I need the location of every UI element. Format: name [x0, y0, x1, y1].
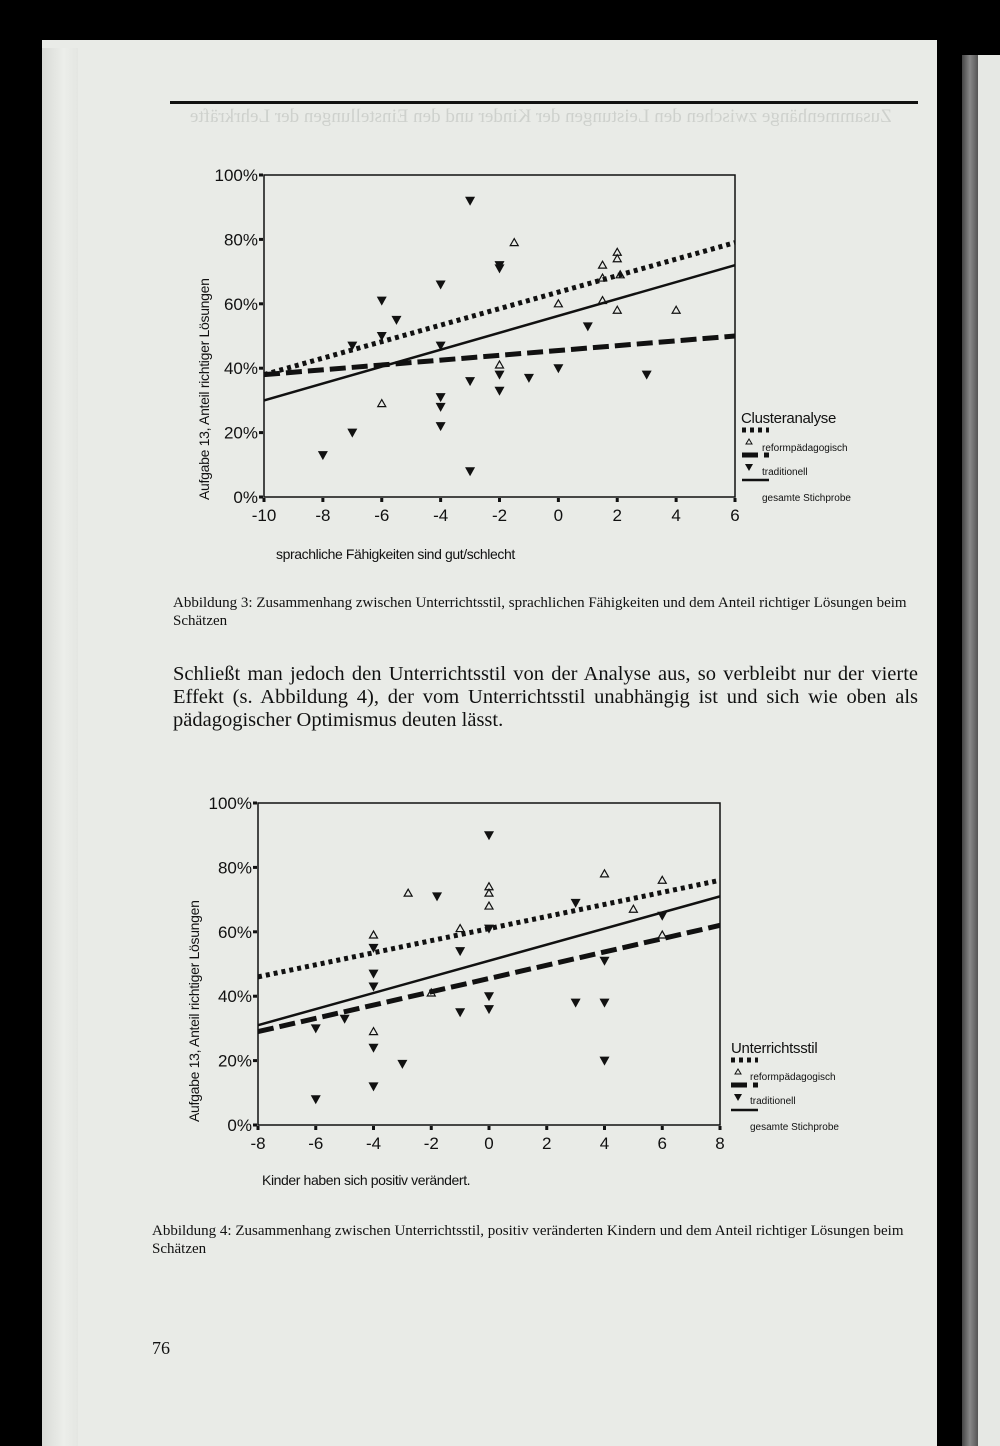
chart2-legend: [731, 1040, 817, 1057]
chart1-y-tick-label: 0%: [233, 488, 258, 507]
chart1-ylabel: Aufgabe 13, Anteil richtiger Lösungen: [196, 278, 212, 500]
chart2-legend-traditionell: traditionell: [750, 1096, 796, 1107]
chart2-plot-frame: [258, 803, 720, 1125]
chart2-point-traditionell: [571, 999, 581, 1008]
chart2-point-traditionell: [369, 970, 379, 979]
chart2-legend-marker-reformpdagogisch: [735, 1069, 741, 1074]
chart2-x-tick-label: -4: [365, 1134, 382, 1153]
chart1-y-tick-label: 80%: [223, 230, 258, 250]
chart2-y-tick-label: 20%: [217, 1051, 252, 1071]
chart2-y-tick-label: 40%: [217, 987, 252, 1007]
chart2-point-traditionell: [484, 1005, 494, 1014]
chart2-point-traditionell: [600, 1057, 610, 1066]
chart2-point-traditionell: [432, 892, 442, 901]
chart1-x-tick-label: -4: [433, 506, 449, 525]
chart2-legend-marker-traditionell: [734, 1094, 742, 1101]
chart1-y-tick-label: 100%: [214, 166, 258, 185]
chart1-xlabel: sprachliche Fähigkeiten sind gut/schlecht: [276, 546, 515, 562]
chart2-point-traditionell: [369, 1044, 379, 1053]
chart2-point-reformpdagogisch: [456, 925, 464, 932]
chart2-xlabel: Kinder haben sich positiv verändert.: [262, 1172, 471, 1188]
chart2-point-traditionell: [571, 899, 581, 908]
chart2-x-tick-label: 4: [599, 1134, 610, 1153]
chart1-y-tick-label: 40%: [223, 359, 258, 379]
chart2-x-tick: [545, 1126, 548, 1130]
running-title-bleedthrough: Zusammenhänge zwischen den Leistungen der Kinder und den Einstellungen der Lehrkräfte: [190, 106, 892, 127]
body-paragraph: Schließt man jedoch den Unterrichtsstil von der Analyse aus, so verbleibt nur der vierte Effekt (s. Abbildung 4), der vom Unterrichtsstil unabhängig ist und sich wie oben als pädagogischer Optimismus deuten lässt.: [173, 663, 918, 731]
figure-3-caption: Abbildung 3: Zusammenhang zwischen Unterrichtsstil, sprachlichen Fähigkeiten und dem Anteil richtiger Lösungen beim Schätzen: [173, 595, 907, 629]
chart2-x-tick-label: 8: [715, 1134, 725, 1153]
chart2-point-reformpdagogisch: [404, 889, 412, 896]
page-number: 76: [152, 1338, 170, 1358]
chart2-y-tick-label: 0%: [227, 1116, 252, 1135]
chart1-x-tick-label: 0: [553, 506, 564, 525]
chart2-ylabel: Aufgabe 13, Anteil richtiger Lösungen: [186, 900, 202, 1122]
chart2-y-tick: [253, 995, 257, 998]
chart2-point-reformpdagogisch: [629, 905, 637, 912]
chart2-x-tick: [257, 1126, 260, 1130]
chart2-x-tick-label: 0: [484, 1134, 494, 1153]
chart2-x-tick: [372, 1126, 375, 1130]
chart2-legend-title: Unterrichtsstil: [731, 1040, 818, 1057]
chart2-x-tick-label: -8: [250, 1134, 266, 1153]
chart2-point-traditionell: [369, 983, 379, 992]
chart1-legend-title: Clusteranalyse: [741, 410, 837, 427]
chart1-x-tick-label: 2: [612, 506, 622, 525]
chart2-x-tick-label: -6: [308, 1134, 324, 1153]
chart1-y-tick-label: 60%: [223, 294, 258, 314]
chart2-point-traditionell: [397, 1060, 407, 1069]
chart2-y-tick: [253, 802, 257, 805]
chart2-x-tick-label: 6: [657, 1134, 667, 1153]
chart1-x-tick-label: 6: [730, 506, 740, 525]
chart2-point-traditionell: [311, 1024, 321, 1033]
chart1-legend-traditionell: traditionell: [762, 467, 808, 478]
chart1-x-tick-label: -10: [251, 506, 277, 525]
chart2-point-traditionell: [484, 992, 494, 1001]
chart1-x-tick-label: -6: [374, 506, 390, 525]
chart2-y-tick: [253, 1124, 257, 1127]
chart2-point-traditionell: [600, 999, 610, 1008]
chart1-legend-gesamt: gesamte Stichprobe: [762, 493, 851, 504]
chart2-x-tick-label: 2: [542, 1134, 552, 1153]
chart2-point-traditionell: [340, 1015, 350, 1024]
chart2-y-tick-label: 80%: [217, 858, 252, 878]
chart2-y-tick-label: 100%: [208, 794, 252, 813]
chart2-fit-line-traditionell: [258, 925, 720, 1031]
chart2-x-tick: [488, 1126, 491, 1130]
chart2-point-reformpdagogisch: [601, 870, 609, 877]
chart2-point-reformpdagogisch: [658, 931, 666, 938]
chart2-legend-reform: reformpädagogisch: [750, 1072, 836, 1083]
chart2-point-reformpdagogisch: [658, 876, 666, 883]
chart2-x-tick: [661, 1126, 664, 1130]
chart2-point-traditionell: [369, 1082, 379, 1091]
chart1-x-tick-label: -8: [315, 506, 331, 525]
chart1-y-tick-label: 20%: [223, 423, 258, 443]
chart2-y-tick: [253, 930, 257, 933]
chart2-point-reformpdagogisch: [370, 931, 378, 938]
chart2-y-tick-label: 60%: [217, 922, 252, 942]
chart2-x-tick: [603, 1126, 606, 1130]
chart2-x-tick-label: -2: [423, 1134, 439, 1153]
chart2-point-traditionell: [455, 1008, 465, 1017]
chart2-point-traditionell: [484, 831, 494, 840]
chart2-x-tick: [719, 1126, 722, 1130]
chart2-point-reformpdagogisch: [485, 902, 493, 909]
figure-4-caption: Abbildung 4: Zusammenhang zwischen Unterrichtsstil, positiv veränderten Kindern und dem Anteil richtiger Lösungen beim Schätzen: [152, 1223, 904, 1257]
chart2-point-reformpdagogisch: [370, 1028, 378, 1035]
chart2-point-traditionell: [600, 957, 610, 966]
chart2-y-tick: [253, 866, 257, 869]
chart2-x-tick: [430, 1126, 433, 1130]
chart2-point-traditionell: [311, 1095, 321, 1104]
chart2-x-tick: [314, 1126, 317, 1130]
chart1-x-tick-label: -2: [491, 506, 508, 525]
chart2-legend-gesamt: gesamte Stichprobe: [750, 1122, 839, 1133]
chart2-y-tick: [253, 1059, 257, 1062]
chart2-point-traditionell: [455, 947, 465, 956]
chart1-legend-reform: reformpädagogisch: [762, 443, 848, 454]
chart1-x-tick-label: 4: [671, 506, 681, 525]
